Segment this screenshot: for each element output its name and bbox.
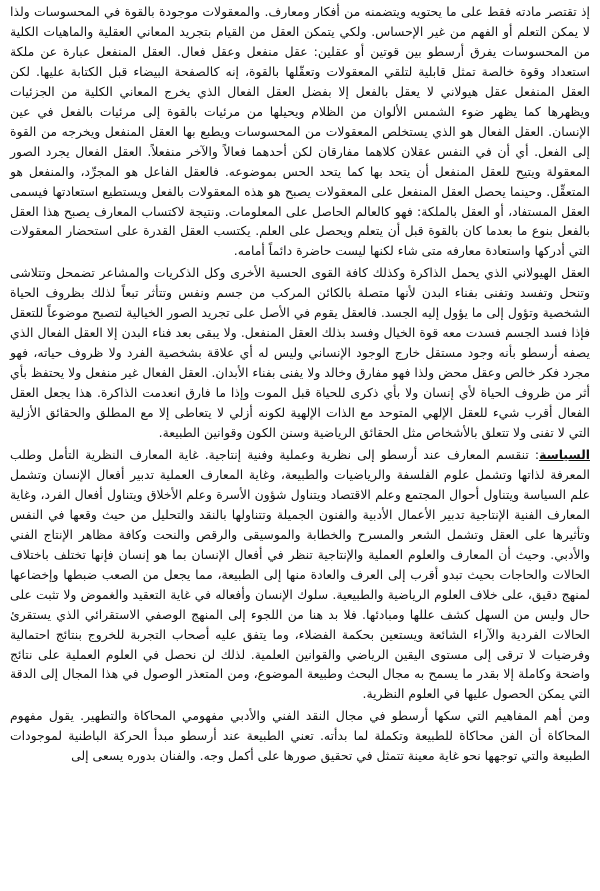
paragraph-text: إذ تقتصر مادته فقط على ما يحتويه ويتضمنه من أفكار ومعارف. والمعقولات موجودة بالقوة في المحسوسات ولذا لا يمكن التعلم أو الفهم من غير الإحساس. ولكي يتمكن العقل من القيام بتجريد المعاني العقلية والماهيات الكلية من المحسوسات يفرق أرسطو بين قوتين أو عقلين: عقل منفعل وعقل فعال. العقل المنفعل عبارة عن ملكة استعداد وقوة خالصة تمثل قابلية لتلقي المعقولات وتعقّلها بالقوة، إنه كالصفحة البيضاء قبل الكتابة عليها. لكن العقل المنفعل عقل هيولاني لا يعقل بالفعل إلا بفضل العقل الفعال الذي يخرج المعاني الكلية من الجزئيات ويظهرها كما يظهر ضوء الشمس الألوان من الظلام ويحيلها من مرئيات بالقوة إلى مرئيات بالفعل في عين الإنسان. العقل الفعال هو الذي يستخلص المعقولات من المحسوسات ويطبع بها العقل المنفعل ويخرجه من القوة إلى الفعل. أي أن في النفس عقلان كلاهما مفارقان لكن أحدهما فعالاً والآخر منفعلاً. العقل الفعال يجرد الصور المعقولة ويتيح للعقل المنفعل أن يتحد بها كما يتحد الحس بموضوعه. فالعقل الفاعل هو المجرِّد، والمنفعل هو المتعقِّل. وحينما يحصل العقل المنفعل على المعقولات يصبح هو هذه المعقولات بالفعل ويستطيع استعادتها فيسمى العقل المستفاد، أو العقل بالملكة: فهو كالعالم الحاصل على المعلومات. ونتيجة لاكتساب المعارف يصبح هذا العقل بالفعل بنوع ما بعدما كان بالقوة قبل أن يتعلم ويحصل على العلم. يكتسب العقل القدرة على استحضار المعقولات التي أدركها واستعادة معارفه متى شاء لكنها ليست حاضرة دائماً أمامه. (10, 4, 590, 259)
paragraph-text: : تنقسم المعارف عند أرسطو إلى نظرية وعملية وفنية إنتاجية. غاية المعارف النظرية التأمل وطلب المعرفة لذاتها وتشمل علوم الفلسفة والرياضيات والطبيعة، وغاية المعارف العملية تدبير أفعال الإنسان وتشمل علم السياسة ويتناول أحوال المجتمع وعلم الاقتصاد ويتناول شؤون الأسرة وعلم الأخلاق ويتناول أفعال الفرد، وغاية المعارف الفنية الإنتاجية تدبير الأعمال الأدبية والفنون الجميلة وتتناولها بالنقد والتحليل من حيث وقعها في النفس وتأثيرها على العقل وتشمل الشعر والمسرح والخطابة والموسيقى والرقص والنحت وكافة مظاهر الإنتاج الفني والأدبي. وحيث أن المعارف والعلوم العملية والإنتاجية تنظر في أفعال الإنسان بما هو إنسان فإنها تختلف باختلاف الحالات والحاجات بحيث تبدو أقرب إلى العرف والعادة منها إلى الطبيعة، مما يجعل من الصعب ضبطها وإخضاعها لمنهج دقيق، على خلاف العلوم الرياضية والطبيعية. سلوك الإنسان وأفعاله في غاية التعقيد والغموض ولا تثبت على حال وليس من السهل كشف عللها ومبادئها. فلا بد هنا من اللجوء إلى المنهج الوصفي الاستقرائي الذي يستقرئ الحالات الفردية والآراء الشائعة ويستعين بحكمة الفضلاء، وما يتفق عليه أصحاب التجربة للخروج بنتائج احتمالية وفرضيات لا ترقى إلى مستوى اليقين الرياضي والقوانين العلمية. لذلك لن نحصل في العلوم العملية على نتائج واضحة وكاملة إلا بقدر ما يسمح به مجال البحث وطبيعة الموضوع، ومن المتعذر الوصول في هذا المجال إلى الدقة التي يمكن الحصول عليها في العلوم النظرية. (10, 446, 590, 702)
paragraph-passive-intellect (10, 263, 590, 443)
paragraph-politics (10, 445, 590, 704)
section-heading-politics: السياسة (539, 446, 590, 462)
document-page (10, 2, 590, 766)
paragraph-text: ومن أهم المفاهيم التي سكها أرسطو في مجال النقد الفني والأدبي مفهومي المحاكاة والتطهير. يقول مفهوم المحاكاة أن الفن محاكاة للطبيعة وتكملة لما بدأته. تعني الطبيعة عند أرسطو مبدأ الحركة الباطنية لموجودات الطبيعة والتي توجهها نحو غاية معينة تتمثل في تحقيق صورها على أكمل وجه. والفنان بدوره يسعى إلى (10, 708, 590, 764)
paragraph-mimesis (10, 706, 590, 766)
paragraph-text: العقل الهيولاني الذي يحمل الذاكرة وكذلك كافة القوى الحسية الأخرى وكل الذكريات والمشاعر تضمحل وتتلاشى وتنحل وتفسد وتفنى بفناء البدن لأنها متصلة بالكائن المركب من جسم ونفس وتتأثر تبعاً لذلك بظروف الحياة الشخصية وتؤول إلى ما يؤول إليه الجسد. فالعقل يقوم في الأصل على تجريد الصور الخيالية لتصبح موضوعاً للتعقل فإذا فسد الجسم فسدت معه قوة الخيال وفسد بذلك العقل المنفعل. ولا يبقى بعد فناء البدن إلا العقل الفعال الذي يصفه أرسطو بأنه وجود مستقل خارج الوجود الإنساني وليس له أي علاقة بشخصية الفرد ولا ظروف حياته، فهو مجرد فكر خالص وعقل محض ولذا فهو مفارق وخالد ولا يفنى بفناء الأبدان. العقل الفعال غير منفعل ولا يحتفظ بأي أثر من ظروف الحياة لأي إنسان ولا بأي ذكرى للحياة قبل الموت وإذا ما فارق انعدمت الذاكرة. هذا يجعل العقل الفعال أقرب شيء للعقل الإلهي المتوحد مع الذات الإلهية لكونه أزلي لا يتعاطى إلا مع المطلق والحقائق الأزلية التي لا تفنى ولا تتعلق بالأشخاص مثل الحقائق الرياضية وسنن الكون وقوانين الطبيعة. (10, 265, 590, 441)
paragraph-active-intellect (10, 2, 590, 261)
